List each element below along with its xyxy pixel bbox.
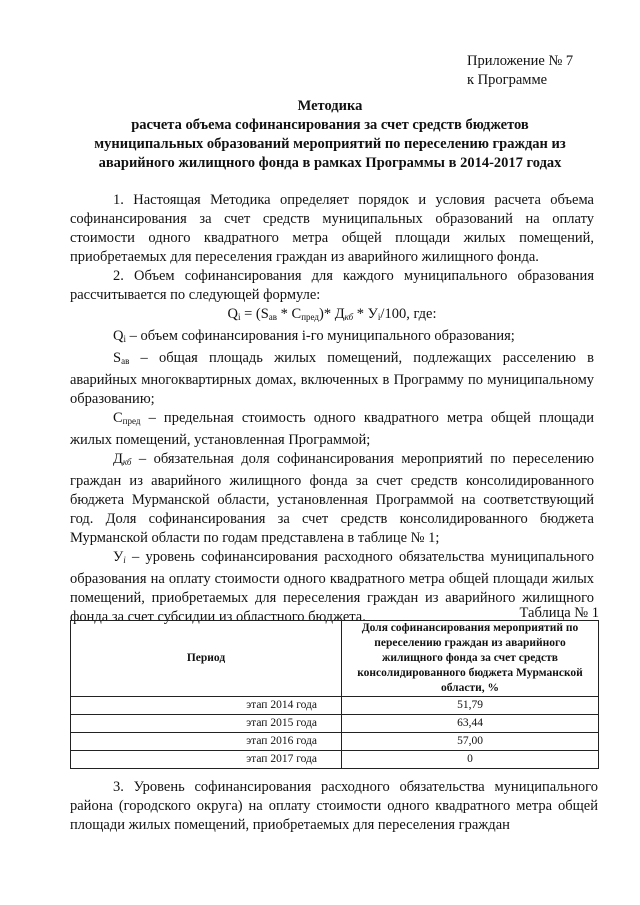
table-row [71, 697, 599, 715]
document-body [70, 191, 594, 627]
appendix-header [467, 52, 573, 90]
row-period: этап 2014 года [71, 697, 342, 715]
table-caption: Таблица № 1 [519, 605, 599, 621]
definition-u: $У_i$ – уровень софинансирования расходного обязательства муниципального образования на оплату стоимости одного квадратного метра общей площади жилых помещений, приобретаемых для переселения граждан из аварийного жилищного фонда за счет субсидии из областного бюджета. [70, 549, 594, 625]
row-value: 63,44 [342, 715, 599, 733]
paragraph-3-block [70, 778, 598, 835]
row-period: этап 2016 года [71, 733, 342, 751]
formula: $Q_i = (S_{ав} * C_{пред})*$ $Д_{кб} * У_i/100$, где: [227, 306, 437, 322]
table-row [71, 733, 599, 751]
share-table [70, 620, 599, 769]
row-value: 51,79 [342, 697, 599, 715]
table-row [71, 715, 599, 733]
paragraph-2: 2. Объем софинансирования для каждого муниципального образования рассчитывается по следующей формуле: [70, 268, 594, 303]
row-period: этап 2015 года [71, 715, 342, 733]
definition-q: $Q_i$ – объем софинансирования i-го муниципального образования; [113, 328, 515, 344]
row-period: этап 2017 года [71, 751, 342, 769]
paragraph-1: 1. Настоящая Методика определяет порядок и условия расчета объема софинансирования за счет средств муниципальных образований на оплату стоимости одного квадратного метра общей площади жилых помещений, приобретаемых для переселения граждан из аварийного жилищного фонда. [70, 192, 594, 265]
definition-d: $Д_{кб}$ – обязательная доля софинансирования мероприятий по переселению граждан из аварийного жилищного фонда за счет средств консолидированного бюджета Мурманской области, установленная Программой на соответствующий год. Доля софинансирования за счет средств консолидированного бюджета Мурманской области по годам представлена в таблице № 1; [70, 451, 594, 546]
title-line-1: Методика [297, 98, 363, 114]
definition-s: $S_{ав}$ – общая площадь жилых помещений, подлежащих расселению в аварийных многоквартирных домах, включенных в Программу по муниципальному образованию; [70, 350, 594, 407]
table-row [71, 751, 599, 769]
appendix-reference: к Программе [467, 72, 548, 88]
definition-c: $С_{пред}$ – предельная стоимость одного квадратного метра общей площади жилых помещений, установленная Программой; [70, 410, 594, 448]
header-share: Доля софинансирования мероприятий по переселению граждан из аварийного жилищного фонда за счет средств консолидированного бюджета Мурманской области, % [342, 621, 599, 697]
row-value: 57,00 [342, 733, 599, 751]
document-title [40, 97, 620, 173]
paragraph-3: 3. Уровень софинансирования расходного обязательства муниципального района (городского округа) на оплату стоимости одного квадратного метра общей площади жилых помещений, приобретаемых для переселения граждан [70, 779, 598, 833]
row-value: 0 [342, 751, 599, 769]
appendix-number: Приложение № 7 [467, 53, 574, 69]
title-line-2: расчета объема софинансирования за счет средств бюджетов [131, 117, 529, 133]
title-line-3: муниципальных образований мероприятий по переселению граждан из [94, 136, 566, 152]
title-line-4: аварийного жилищного фонда в рамках Программы в 2014-2017 годах [98, 155, 562, 171]
header-period: Период [71, 621, 342, 697]
table-header-row [71, 621, 599, 697]
